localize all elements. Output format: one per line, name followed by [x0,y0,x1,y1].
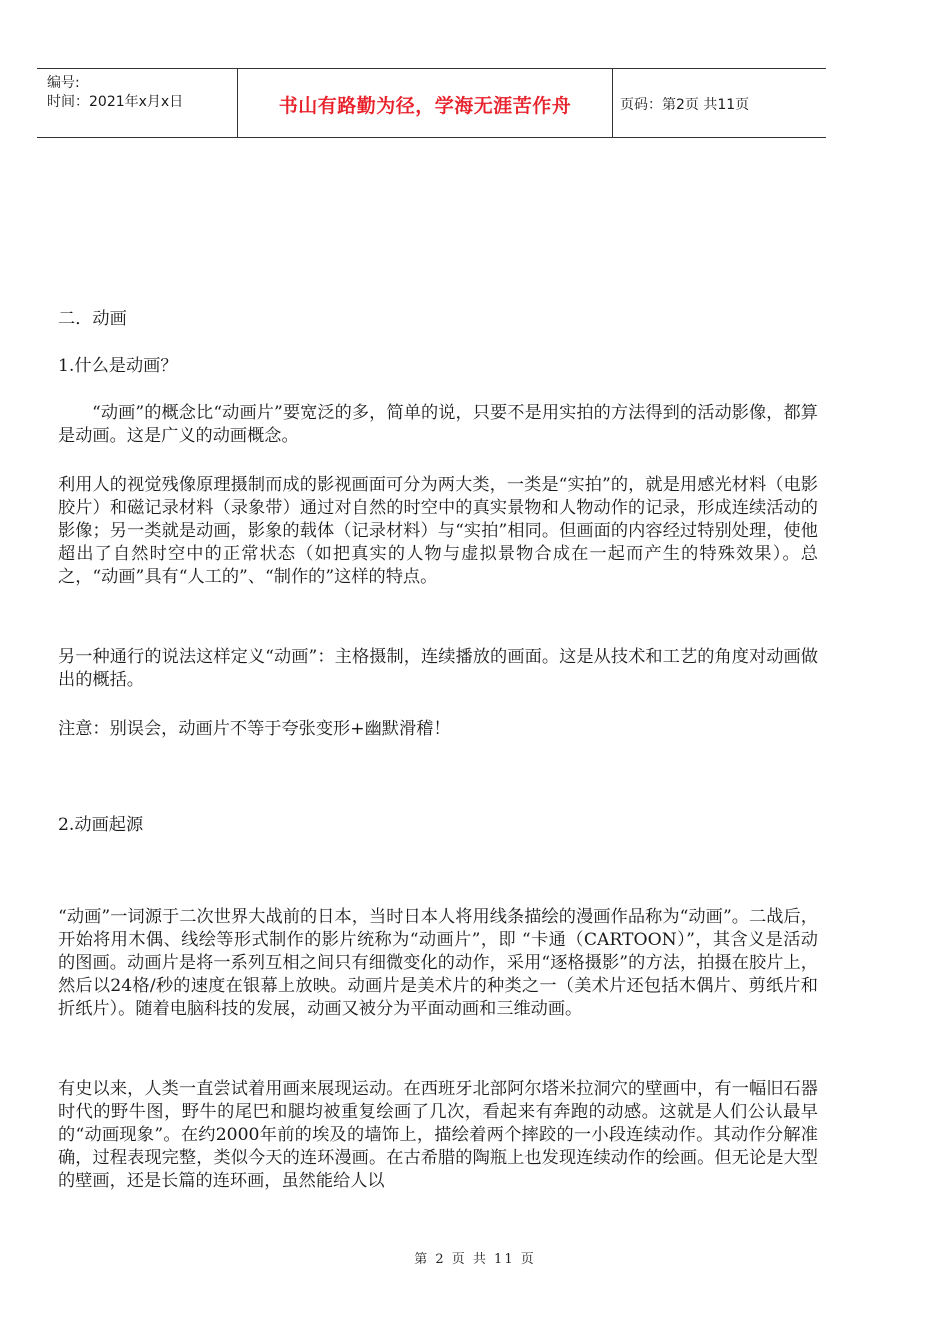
paragraph-4: “动画”一词源于二次世界大战前的日本，当时日本人将用线条描绘的漫画作品称为“动画”。二战后，开始将用木偶、线绘等形式制作的影片统称为“动画片”，即 “卡通（CARTOON）”，其含义是活动的图画。动画片是将一系列互相之间只有细微变化的动作，采用“逐格摄影”的方法，拍摄在胶片上，然后以24格/秒的速度在银幕上放映。动画片是美术片的种类之一（美术片还包括木偶片、剪纸片和折纸片）。随着电脑科技的发展，动画又被分为平面动画和三维动画。 [58,907,818,1019]
note-text: 注意：别误会，动画片不等于夸张变形+幽默滑稽！ [58,719,451,739]
question-2-title: 2.动画起源 [58,815,144,835]
paragraph-3: 另一种通行的说法这样定义“动画”：主格摄制，连续播放的画面。这是从技术和工艺的角度对动画做出的概括。 [58,647,818,690]
paragraph-5: 有史以来，人类一直尝试着用画来展现运动。在西班牙北部阿尔塔米拉洞穴的壁画中，有一幅旧石器时代的野牛图，野牛的尾巴和腿均被重复绘画了几次，看起来有奔跑的动感。这就是人们公认最早的“动画现象”。在约2000年前的埃及的墙饰上，描绘着两个摔跤的一小段连续动作。其动作分解准确，过程表现完整，类似今天的连环漫画。在古希腊的陶瓶上也发现连续动作的绘画。但无论是大型的壁画，还是长篇的连环画，虽然能给人以 [58,1079,818,1191]
paragraph-1: “动画”的概念比“动画片”要宽泛的多，简单的说，只要不是用实拍的方法得到的活动影像，都算是动画。这是广义的动画概念。 [58,403,818,446]
paragraph-2: 利用人的视觉残像原理摄制而成的影视画面可分为两大类，一类是“实拍”的，就是用感光材料（电影胶片）和磁记录材料（录象带）通过对自然的时空中的真实景物和人物动作的记录，形成连续活动的影像；另一类就是动画，影象的载体（记录材料）与“实拍”相同。但画面的内容经过特别处理，使他超出了自然时空中的正常状态（如把真实的人物与虚拟景物合成在一起而产生的特殊效果）。总之，“动画”具有“人工的”、“制作的”这样的特点。 [58,475,818,587]
document-header [37,68,826,138]
header-page-info: 页码：第2页 共11页 [620,97,750,113]
section-title: 二．动画 [58,309,127,329]
header-page-cell [612,69,826,137]
header-meta-cell [37,69,237,137]
page-footer: 第 2 页 共 11 页 [414,1252,536,1267]
document-time-label: 时间：2021年x月x日 [47,94,184,110]
header-motto: 书山有路勤为径，学海无涯苦作舟 [278,95,572,117]
question-1-title: 1.什么是动画？ [58,356,178,376]
document-number-label: 编号: [47,75,80,91]
header-motto-cell [237,69,613,137]
